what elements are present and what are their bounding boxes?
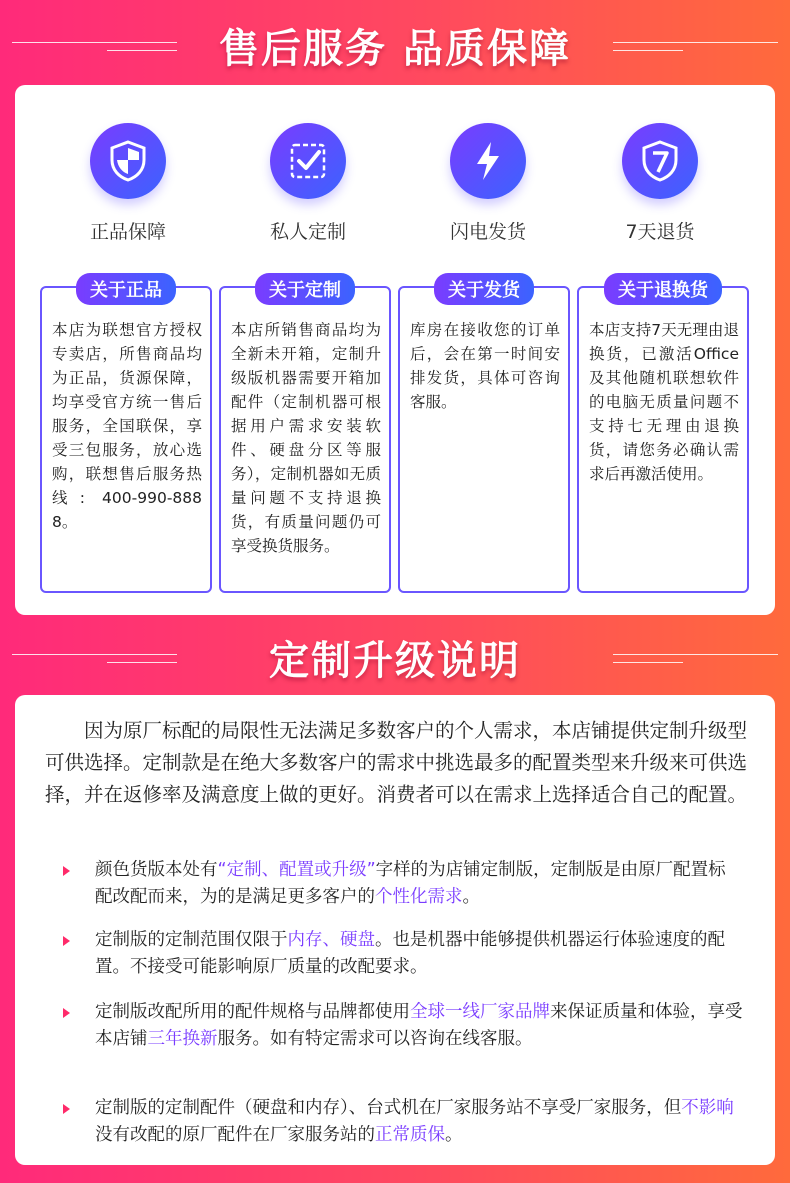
service-title: 售后服务 品质保障 (219, 25, 571, 72)
header-decor-left (12, 622, 192, 692)
info-box-text: 本店所销售商品均为全新未开箱，定制升级版机器需要开箱加配件（定制机器可根据用户需求安装软件、硬盘分区等服务），定制机器如无质量问题不支持退换货，有质量问题仍可享受换货服务。 (231, 321, 381, 555)
feature-label: 7天退货 (625, 221, 695, 243)
bullet-text: 定制版的定制范围仅限于内存、硬盘。也是机器中能够提供机器运行体验速度的配置。不接受可能影响原厂质量的改配要求。 (95, 930, 725, 977)
info-box-tag: 关于定制 (255, 273, 355, 305)
info-box-return (577, 280, 749, 593)
info-box-genuine (40, 280, 212, 593)
bullet-text: 定制版的定制配件（硬盘和内存）、台式机在厂家服务站不享受厂家服务，但不影响没有改配的原厂配件在厂家服务站的正常质保。 (95, 1098, 734, 1145)
info-box-text: 本店为联想官方授权专卖店，所售商品均为正品，货源保障，均享受官方统一售后服务，全国联保，享受三包服务，放心选购，联想售后服务热线: 400-990-8888。 (52, 321, 202, 531)
bullet-item (63, 857, 743, 911)
bullet-item (63, 999, 743, 1053)
bullet-text: 定制版改配所用的配件规格与品牌都使用全球一线厂家品牌来保证质量和体验，享受本店铺三年换新服务。如有特定需求可以咨询在线客服。 (95, 1002, 743, 1049)
seven-days-shield-icon (622, 123, 698, 199)
bullet-text: 颜色货版本处有“定制、配置或升级”字样的为店铺定制版，定制版是由原厂配置标配改配而来，为的是满足更多客户的个性化需求。 (95, 860, 726, 907)
feature-shipping (418, 123, 558, 244)
bullet-item (63, 927, 743, 981)
info-box-tag: 关于发货 (434, 273, 534, 305)
features-row (15, 123, 775, 283)
service-header (0, 10, 790, 80)
info-box-custom (219, 280, 391, 593)
info-box-shipping (398, 280, 570, 593)
triangle-bullet-icon (63, 866, 70, 876)
intro-paragraph: 因为原厂标配的局限性无法满足多数客户的个人需求，本店铺提供定制升级型可供选择。定制款是在绝大多数客户的需求中挑选最多的配置类型来升级来可供选择，并在返修率及满意度上做的更好。消费者可以在需求上选择适合自己的配置。 (45, 719, 748, 806)
info-box-text: 本店支持7天无理由退换货，已激活Office及其他随机联想软件的电脑无质量问题不支持七无理由退换货，请您务必确认需求后再激活使用。 (589, 321, 739, 483)
shield-icon (90, 123, 166, 199)
bullet-item (63, 1095, 743, 1149)
feature-label: 正品保障 (89, 221, 166, 243)
custom-title: 定制升级说明 (269, 637, 521, 684)
triangle-bullet-icon (63, 936, 70, 946)
header-decor-right (598, 622, 778, 692)
feature-genuine (58, 123, 198, 244)
triangle-bullet-icon (63, 1104, 70, 1114)
header-decor-left (12, 10, 192, 80)
check-square-icon (270, 123, 346, 199)
feature-label: 私人定制 (269, 221, 346, 243)
service-card (15, 85, 775, 615)
info-box-tag: 关于退换货 (604, 273, 722, 305)
feature-custom (238, 123, 378, 244)
custom-header (0, 622, 790, 692)
lightning-icon (450, 123, 526, 199)
info-box-tag: 关于正品 (76, 273, 176, 305)
feature-return (590, 123, 730, 244)
triangle-bullet-icon (63, 1008, 70, 1018)
info-box-text: 库房在接收您的订单后，会在第一时间安排发货，具体可咨询客服。 (410, 321, 560, 411)
header-decor-right (598, 10, 778, 80)
feature-label: 闪电发货 (449, 221, 526, 243)
custom-card (15, 695, 775, 1165)
